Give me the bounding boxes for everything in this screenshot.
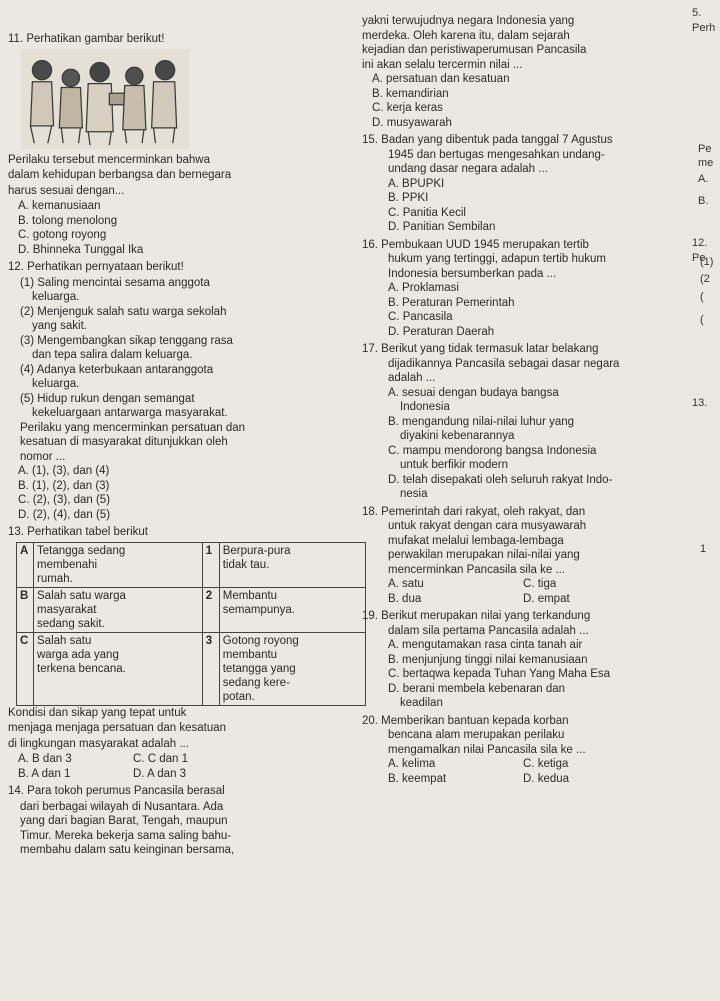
- q20-option-c[interactable]: C. ketiga: [523, 758, 569, 770]
- table-cell-number: 3: [202, 632, 219, 705]
- q16-stem-2: hukum yang tertinggi, adapun tertib hukum: [388, 253, 606, 265]
- edge-fragment: 12. Pe: [692, 237, 708, 264]
- q17-stem-1: 17. Berikut yang tidak termasuk latar belakang: [362, 343, 599, 355]
- edge-fragment: (1): [700, 256, 714, 268]
- q17-option-d-line-1: D. telah disepakati oleh seluruh rakyat Indo-: [388, 473, 613, 486]
- table-cell-attitude: [219, 542, 365, 587]
- q13-option-c[interactable]: C. C dan 1: [133, 753, 188, 765]
- table-cell-number: 2: [202, 587, 219, 632]
- q17-stem-2: dijadikannya Pancasila sebagai dasar negara: [388, 357, 620, 370]
- q16-option-a[interactable]: A. Proklamasi: [388, 282, 459, 294]
- cell-line: Membantu: [222, 589, 278, 602]
- q14-option-a[interactable]: A. persatuan dan kesatuan: [372, 73, 510, 85]
- q18-stem-2: untuk rakyat dengan cara musyawarah: [388, 520, 587, 532]
- q17: [362, 342, 687, 502]
- q17-option-b[interactable]: [362, 415, 687, 444]
- q18-options-row-1: [362, 577, 687, 592]
- q20: [362, 714, 687, 787]
- q15-option-c[interactable]: C. Panitia Kecil: [388, 206, 466, 219]
- q18-stem-1: 18. Pemerintah dari rakyat, oleh rakyat, dan: [362, 505, 586, 518]
- q12-item-2-line-1: (2) Menjenguk salah satu warga sekolah: [20, 305, 227, 318]
- q11-stem-1: Perilaku tersebut mencerminkan bahwa: [8, 153, 210, 166]
- cell-line: potan.: [222, 690, 255, 703]
- q14-stem-5: membahu dalam satu keinginan bersama,: [20, 844, 235, 856]
- q16: [362, 238, 687, 340]
- table-cell-attitude: [219, 587, 365, 632]
- q11-option-c[interactable]: C. gotong royong: [18, 229, 107, 241]
- q13-header: 13. Perhatikan tabel berikut: [8, 526, 149, 538]
- q20-options-row-2: [362, 772, 687, 787]
- q13: [8, 525, 353, 781]
- q19-option-d-line-2: keadilan: [400, 697, 443, 709]
- q12-item-2: [8, 305, 353, 334]
- edge-fragment: B.: [698, 195, 709, 207]
- q12-stem-3: nomor ...: [20, 450, 66, 463]
- edge-fragment: (2: [700, 273, 710, 285]
- q13-option-a[interactable]: A. B dan 3: [18, 753, 72, 765]
- q17-option-a[interactable]: [362, 386, 687, 415]
- table-cell-key: C: [17, 632, 34, 705]
- q12-option-d[interactable]: D. (2), (4), dan (5): [18, 508, 111, 521]
- q14-continued: [362, 14, 687, 130]
- cell-line: sedang sakit.: [37, 617, 105, 630]
- cell-line: Salah satu warga: [37, 589, 126, 602]
- q17-option-c[interactable]: [362, 444, 687, 473]
- q18-option-a[interactable]: A. satu: [388, 578, 424, 590]
- q12-option-a[interactable]: A. (1), (3), dan (4): [18, 465, 110, 477]
- table-cell-number: 1: [202, 542, 219, 587]
- q15-stem-2: 1945 dan bertugas mengesahkan undang-: [388, 148, 605, 161]
- q15-option-b[interactable]: B. PPKI: [388, 192, 429, 204]
- q13-option-b[interactable]: B. A dan 1: [18, 767, 71, 780]
- edge-fragment: 1: [700, 543, 707, 555]
- q15-option-a[interactable]: A. BPUPKI: [388, 177, 445, 190]
- q11-option-b[interactable]: B. tolong menolong: [18, 214, 118, 227]
- q19-option-b[interactable]: B. menjunjung tinggi nilai kemanusiaan: [388, 653, 588, 666]
- table-row: [17, 542, 366, 587]
- q19-option-d[interactable]: [362, 682, 687, 711]
- q13-stem-1: Kondisi dan sikap yang tepat untuk: [8, 706, 187, 719]
- cell-line: warga ada yang: [37, 648, 119, 661]
- q11-stem-2: dalam kehidupan berbangsa dan bernegara: [8, 169, 232, 181]
- q12: [8, 260, 353, 522]
- table-cell-key: B: [17, 587, 34, 632]
- table-cell-attitude: [219, 632, 365, 705]
- q12-item-2-line-2: yang sakit.: [32, 320, 87, 332]
- edge-fragment: A.: [698, 173, 709, 185]
- q14-stem-1: 14. Para tokoh perumus Pancasila berasal: [8, 785, 225, 797]
- cell-line: semampunya.: [222, 603, 295, 616]
- q17-option-d-line-2: nesia: [400, 488, 428, 500]
- q12-item-5-line-2: kekeluargaan antarwarga masyarakat.: [32, 407, 228, 419]
- q14-stem-2: dari berbagai wilayah di Nusantara. Ada: [20, 800, 224, 813]
- q12-header: 12. Perhatikan pernyataan berikut!: [8, 261, 184, 273]
- q19: [362, 609, 687, 711]
- q14-option-b[interactable]: B. kemandirian: [372, 87, 449, 100]
- table-cell-situation: [34, 542, 203, 587]
- q16-option-c[interactable]: C. Pancasila: [388, 311, 453, 323]
- q14-option-c[interactable]: C. kerja keras: [372, 102, 443, 114]
- q11-option-d[interactable]: D. Bhinneka Tunggal Ika: [18, 243, 144, 256]
- q14c-stem-1: yakni terwujudnya negara Indonesia yang: [362, 15, 575, 27]
- q16-option-d[interactable]: D. Peraturan Daerah: [388, 325, 495, 338]
- q19-stem-2: dalam sila pertama Pancasila adalah ...: [388, 624, 589, 637]
- q18-stem-4: perwakilan merupakan nilai-nilai yang: [388, 549, 580, 561]
- cell-line: Gotong royong: [222, 634, 299, 647]
- q17-stem-3: adalah ...: [388, 372, 436, 384]
- q18-stem-3: mufakat melalui lembaga-lembaga: [388, 534, 564, 547]
- q19-option-a[interactable]: A. mengutamakan rasa cinta tanah air: [388, 639, 583, 651]
- q15-stem-1: 15. Badan yang dibentuk pada tanggal 7 Agustus: [362, 134, 613, 146]
- q20-options-row-1: [362, 757, 687, 772]
- cell-line: membantu: [222, 648, 278, 661]
- q19-option-d-line-1: D. berani membela kebenaran dan: [388, 682, 566, 695]
- q12-item-4-line-1: (4) Adanya keterbukaan antaranggota: [20, 363, 214, 376]
- q20-option-a[interactable]: A. kelima: [388, 758, 436, 770]
- q11-header: 11. Perhatikan gambar berikut!: [8, 33, 165, 45]
- q13-options-row-1: [8, 752, 353, 767]
- cell-line: masyarakat: [37, 603, 97, 616]
- q11-stem-3: harus sesuai dengan...: [8, 184, 125, 197]
- q16-stem-3: Indonesia bersumberkan pada ...: [388, 267, 557, 280]
- q15-option-d[interactable]: D. Panitian Sembilan: [388, 221, 496, 233]
- q12-item-5: [8, 392, 353, 421]
- q11-option-a[interactable]: A. kemanusiaan: [18, 200, 101, 212]
- q13-option-d[interactable]: D. A dan 3: [133, 767, 187, 780]
- q14-option-d[interactable]: D. musyawarah: [372, 116, 452, 129]
- edge-fragment: 13.: [692, 397, 708, 409]
- q15: [362, 133, 687, 235]
- q12-item-1: [8, 276, 353, 305]
- q12-item-1-line-1: (1) Saling mencintai sesama anggota: [20, 276, 210, 289]
- q13-stem-2: menjaga menjaga persatuan dan kesatuan: [8, 722, 227, 734]
- right-column: [362, 14, 687, 786]
- q17-option-c-line-2: untuk berfikir modern: [400, 459, 509, 471]
- q18-option-b[interactable]: B. dua: [388, 592, 422, 605]
- q20-option-d[interactable]: D. kedua: [523, 772, 570, 785]
- q12-item-3-line-1: (3) Mengembangkan sikap tenggang rasa: [20, 334, 233, 347]
- children-cooperating-illustration: [20, 49, 190, 149]
- q16-stem-1: 16. Pembukaan UUD 1945 merupakan tertib: [362, 238, 589, 251]
- q20-stem-1: 20. Memberikan bantuan kepada korban: [362, 714, 569, 727]
- table-cell-key: A: [17, 542, 34, 587]
- cell-line: Berpura-pura: [222, 544, 291, 557]
- q18-option-d[interactable]: D. empat: [523, 592, 570, 605]
- q12-item-4-line-2: keluarga.: [32, 378, 80, 390]
- q12-option-b[interactable]: B. (1), (2), dan (3): [18, 479, 110, 492]
- q13-table: [16, 542, 366, 706]
- q12-item-1-line-2: keluarga.: [32, 291, 80, 303]
- cell-line: Salah satu: [37, 634, 92, 647]
- q12-item-3-line-2: dan tepa salira dalam keluarga.: [32, 349, 193, 361]
- cell-line: Tetangga sedang: [37, 544, 126, 557]
- cell-line: tidak tau.: [222, 558, 270, 571]
- q19-option-c[interactable]: C. bertaqwa kepada Tuhan Yang Maha Esa: [388, 668, 611, 680]
- q17-option-c-line-1: C. mampu mendorong bangsa Indonesia: [388, 444, 597, 457]
- q16-option-b[interactable]: B. Peraturan Pemerintah: [388, 296, 515, 309]
- table-row: [17, 632, 366, 705]
- q14c-stem-3: kejadian dan peristiwaperumusan Pancasila: [362, 44, 587, 56]
- q13-stem-3: di lingkungan masyarakat adalah ...: [8, 737, 189, 750]
- q20-option-b[interactable]: B. keempat: [388, 772, 447, 785]
- q12-stem-1: Perilaku yang mencerminkan persatuan dan: [20, 421, 246, 434]
- q14-stem-3: yang dari bagian Barat, Tengah, maupun: [20, 815, 228, 827]
- next-page-edge: [692, 0, 720, 1001]
- edge-fragment: 5. Perh: [692, 7, 716, 34]
- q20-stem-2: bencana alam merupakan perilaku: [388, 729, 565, 741]
- q14: [8, 784, 353, 858]
- edge-fragment: (: [700, 291, 704, 303]
- left-column: [8, 32, 353, 858]
- table-cell-situation: [34, 587, 203, 632]
- q13-options-row-2: [8, 767, 353, 782]
- cell-line: membenahi: [37, 558, 98, 571]
- q12-option-c[interactable]: C. (2), (3), dan (5): [18, 494, 111, 506]
- q18-stem-5: mencerminkan Pancasila sila ke ...: [388, 563, 566, 576]
- q17-option-a-line-2: Indonesia: [400, 401, 450, 413]
- q17-option-b-line-2: diyakini kebenarannya: [400, 430, 515, 442]
- edge-fragment: me: [698, 157, 714, 169]
- q14c-stem-4: ini akan selalu tercermin nilai ...: [362, 58, 523, 71]
- edge-fragment: Pe: [698, 143, 712, 155]
- q19-stem-1: 19. Berikut merupakan nilai yang terkandung: [362, 610, 591, 622]
- q14c-stem-2: merdeka. Oleh karena itu, dalam sejarah: [362, 29, 570, 42]
- q12-stem-2: kesatuan di masyarakat ditunjukkan oleh: [20, 436, 228, 448]
- edge-fragment: (: [700, 314, 704, 326]
- q14-stem-4: Timur. Mereka bekerja sama saling bahu-: [20, 829, 232, 842]
- q17-option-d[interactable]: [362, 473, 687, 502]
- q18-options-row-2: [362, 592, 687, 607]
- q12-item-3: [8, 334, 353, 363]
- q17-option-a-line-1: A. sesuai dengan budaya bangsa: [388, 386, 559, 399]
- cell-line: terkena bencana.: [37, 662, 126, 675]
- table-row: [17, 587, 366, 632]
- q11: [8, 32, 353, 257]
- q15-stem-3: undang dasar negara adalah ...: [388, 163, 548, 175]
- cell-line: tetangga yang: [222, 662, 296, 675]
- cell-line: rumah.: [37, 572, 73, 585]
- q18-option-c[interactable]: C. tiga: [523, 578, 557, 590]
- cell-line: sedang kere-: [222, 676, 290, 689]
- q18: [362, 505, 687, 607]
- table-cell-situation: [34, 632, 203, 705]
- q17-option-b-line-1: B. mengandung nilai-nilai luhur yang: [388, 415, 575, 428]
- q12-item-4: [8, 363, 353, 392]
- q12-item-5-line-1: (5) Hidup rukun dengan semangat: [20, 392, 195, 405]
- q20-stem-3: mengamalkan nilai Pancasila sila ke ...: [388, 743, 586, 756]
